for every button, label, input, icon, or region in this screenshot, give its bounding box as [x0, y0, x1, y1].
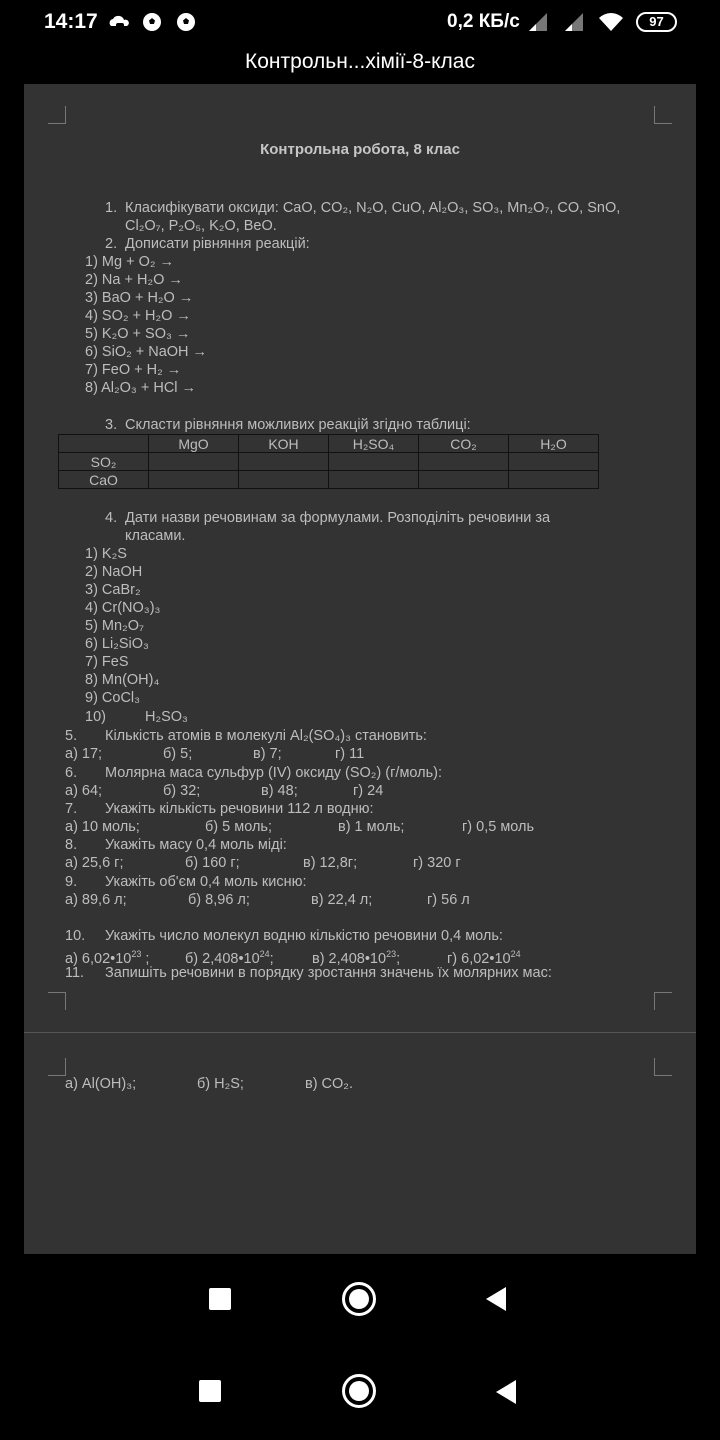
table-header: H₂O: [509, 435, 599, 453]
page-corner-mark: [654, 1058, 672, 1076]
table-cell: [509, 453, 599, 471]
question-text: Дати назви речовинам за формулами. Розподіліть речовини за: [125, 510, 551, 526]
answer-option: б) 5 моль;: [205, 819, 273, 835]
question-text: Кількість атомів в молекулі Al₂(SO₄)₃ становить:: [105, 728, 427, 744]
answer-option: а) Al(OH)₃;: [65, 1076, 137, 1092]
list-item: 5) Mn₂O₇: [85, 618, 144, 634]
list-item: 1) Mg + O₂ →: [85, 254, 175, 270]
list-item: 2) Na + H₂O →: [85, 272, 183, 288]
question-number: 6.: [65, 765, 78, 781]
answer-option: г) 320 г: [413, 855, 461, 871]
table-cell: [419, 453, 509, 471]
question-number: 9.: [65, 874, 78, 890]
football-icon: [141, 11, 163, 33]
list-item: 3) CaBr₂: [85, 582, 141, 598]
question-number: 1.: [105, 200, 118, 216]
page-corner-mark: [654, 106, 672, 124]
table-row: [59, 471, 599, 489]
table-header-row: [59, 435, 599, 453]
navigation-bar: [0, 1256, 720, 1440]
question-number: 5.: [65, 728, 78, 744]
question-text: Укажіть число молекул водню кількістю речовини 0,4 моль:: [105, 928, 503, 944]
signal-icon: [563, 11, 585, 33]
answer-option: г) 24: [353, 783, 384, 799]
document-title-bar: Контрольн...хімії-8-клас: [245, 50, 475, 73]
home-circle-icon[interactable]: [342, 1282, 376, 1316]
table-header: H₂SO₄: [329, 435, 419, 453]
question-text: Укажіть масу 0,4 моль міді:: [105, 837, 287, 853]
page-corner-mark: [48, 1058, 66, 1076]
status-time: 14:17: [44, 10, 98, 33]
table-cell: [419, 471, 509, 489]
answer-option: в) 1 моль;: [338, 819, 405, 835]
answer-option: б) H₂S;: [197, 1076, 244, 1092]
recent-apps-square-icon[interactable]: [199, 1380, 221, 1402]
table-cell: [329, 471, 419, 489]
list-item: 4) Cr(NO₃)₃: [85, 600, 161, 616]
list-item: 8) Mn(OH)₄: [85, 672, 160, 688]
status-bar: [0, 0, 720, 44]
answer-option: г) 0,5 моль: [462, 819, 535, 835]
answer-option: б) 32;: [163, 783, 201, 799]
question-number: 3.: [105, 417, 118, 433]
list-item: 8) Al₂O₃ + HCl →: [85, 380, 197, 396]
battery-indicator: 97: [636, 12, 677, 32]
question-text: Укажіть об'єм 0,4 моль кисню:: [105, 874, 307, 890]
document-heading: Контрольна робота, 8 клас: [260, 141, 460, 158]
back-triangle-icon[interactable]: [486, 1287, 506, 1311]
table-cell: [239, 453, 329, 471]
back-triangle-icon[interactable]: [496, 1380, 516, 1404]
table-cell: [149, 471, 239, 489]
question-text: Скласти рівняння можливих реакцій згідно таблиці:: [125, 417, 471, 433]
question-text: Класифікувати оксиди: CaO, CO₂, N₂O, CuO, Al₂O₃, SO₃, Mn₂O₇, CO, SnO,: [125, 200, 621, 216]
table-row-header: SO₂: [59, 453, 149, 471]
answer-option: в) 48;: [261, 783, 298, 799]
answer-option: а) 17;: [65, 746, 103, 762]
list-item: 9) CoCl₃: [85, 690, 141, 706]
list-item: 6) Li₂SiO₃: [85, 636, 149, 652]
table-cell: [509, 471, 599, 489]
question-number: 11.: [65, 965, 85, 981]
table-header: CO₂: [419, 435, 509, 453]
network-speed: 0,2 КБ/с: [447, 11, 520, 32]
answer-option: а) 89,6 л;: [65, 892, 127, 908]
answer-option: в) 7;: [253, 746, 282, 762]
answer-option: г) $6,02•10^{24}$: [447, 949, 521, 967]
table-row: [59, 453, 599, 471]
question-text: Укажіть кількість речовини 112 л водню:: [105, 801, 374, 817]
answer-option: а) 10 моль;: [65, 819, 140, 835]
question-text: Молярна маса сульфур (IV) оксиду (SO₂) (г/моль):: [105, 765, 443, 781]
football-icon: [175, 11, 197, 33]
reaction-table: [58, 434, 599, 489]
table-cell: [239, 471, 329, 489]
answer-option: а) $6,02•10^{23}$ ;: [65, 949, 150, 967]
list-item: 7) FeS: [85, 654, 129, 670]
list-item: 4) SO₂ + H₂O →: [85, 308, 191, 324]
question-number: 10.: [65, 928, 86, 944]
table-cell: [329, 453, 419, 471]
list-item: 1) K₂S: [85, 546, 127, 562]
list-item: 7) FeO + H₂ →: [85, 362, 182, 378]
answer-option: б) 5;: [163, 746, 193, 762]
answer-option: в) CO₂.: [305, 1076, 353, 1092]
table-header: KOH: [239, 435, 329, 453]
home-circle-icon[interactable]: [342, 1374, 376, 1408]
answer-option: б) 8,96 л;: [188, 892, 250, 908]
table-cell: [59, 435, 149, 453]
answer-option: г) 56 л: [427, 892, 470, 908]
answer-option: а) 25,6 г;: [65, 855, 124, 871]
answer-option: а) 64;: [65, 783, 103, 799]
question-number: 2.: [105, 236, 118, 252]
cloud-game-icon: [108, 11, 130, 33]
question-number: 7.: [65, 801, 78, 817]
table-header: MgO: [149, 435, 239, 453]
answer-option: г) 11: [335, 746, 365, 762]
answer-option: в) $2,408•10^{23}$;: [312, 949, 401, 967]
answer-option: в) 12,8г;: [303, 855, 358, 871]
list-item: 5) K₂O + SO₃ →: [85, 326, 191, 342]
page-divider: [24, 1032, 696, 1033]
question-text: Cl₂O₇, P₂O₅, K₂O, BeO.: [125, 218, 277, 234]
page-corner-mark: [654, 992, 672, 1010]
question-text: Запишіть речовини в порядку зростання значень їх молярних мас:: [105, 965, 552, 981]
wifi-icon: [598, 11, 624, 33]
answer-option: в) 22,4 л;: [311, 892, 373, 908]
list-item: 2) NaOH: [85, 564, 143, 580]
page-corner-mark: [48, 992, 66, 1010]
list-item: 6) SiO₂ + NaOH →: [85, 344, 208, 360]
question-number: 4.: [105, 510, 118, 526]
answer-option: б) 160 г;: [185, 855, 240, 871]
list-item: H₂SO₃: [145, 709, 188, 725]
document-viewer[interactable]: [24, 84, 696, 1254]
question-number: 8.: [65, 837, 78, 853]
answer-option: б) $2,408•10^{24}$;: [185, 949, 274, 967]
signal-icon: [527, 11, 549, 33]
page-corner-mark: [48, 106, 66, 124]
list-item: 3) BaO + H₂O →: [85, 290, 194, 306]
list-item-number: 10): [85, 709, 106, 725]
question-text: класами.: [125, 528, 186, 544]
question-text: Дописати рівняння реакцій:: [125, 236, 310, 252]
table-cell: [149, 453, 239, 471]
recent-apps-square-icon[interactable]: [209, 1288, 231, 1310]
table-row-header: CaO: [59, 471, 149, 489]
